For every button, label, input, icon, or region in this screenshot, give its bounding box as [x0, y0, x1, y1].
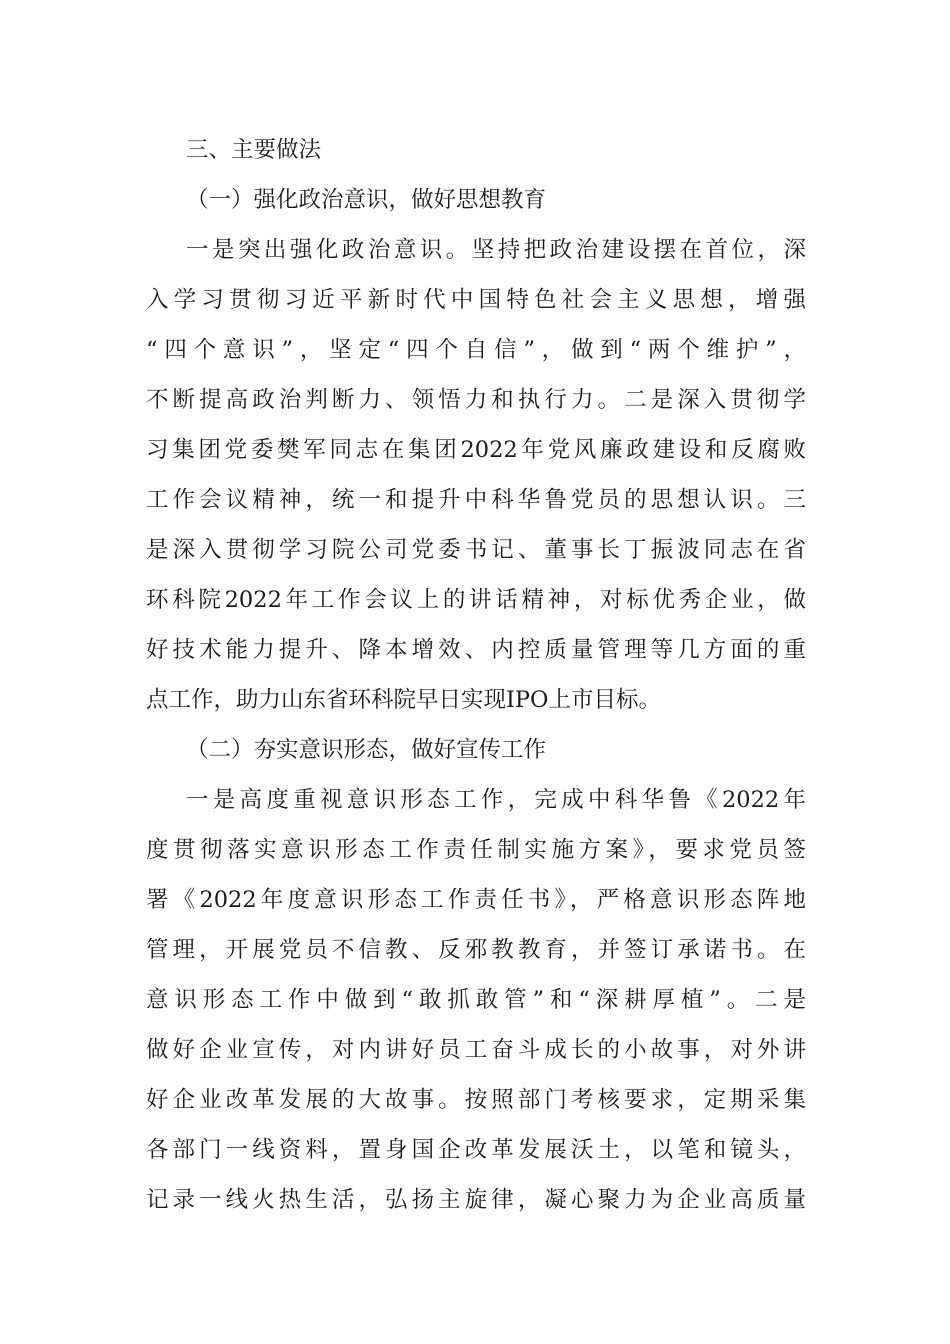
paragraph-line: 好技术能力提升、降本增效、内控质量管理等几方面的重 — [146, 637, 806, 663]
paragraph-line: 工作会议精神，统一和提升中科华鲁党员的思想认识。三 — [146, 487, 806, 513]
paragraph-line: 好企业改革发展的大故事。按照部门考核要求，定期采集 — [146, 1087, 806, 1113]
section-title: 三、主要做法 — [186, 137, 322, 163]
paragraph-line: 一是高度重视意识形态工作，完成中科华鲁《2022年 — [186, 787, 806, 813]
paragraph-line: 署《2022年度意识形态工作责任书》，严格意识形态阵地 — [146, 887, 806, 913]
paragraph-line: 度贯彻落实意识形态工作责任制实施方案》，要求党员签 — [146, 837, 806, 863]
paragraph-line: 点工作，助力山东省环科院早日实现IPO上市目标。 — [146, 687, 661, 713]
paragraph-line: 环科院2022年工作会议上的讲话精神，对标优秀企业，做 — [146, 587, 806, 613]
paragraph-line: 记录一线火热生活，弘扬主旋律，凝心聚力为企业高质量 — [146, 1187, 806, 1213]
paragraph-line: 做好企业宣传，对内讲好员工奋斗成长的小故事，对外讲 — [146, 1037, 806, 1063]
subsection-title-2: （二）夯实意识形态，做好宣传工作 — [186, 737, 547, 763]
paragraph-line: 习集团党委樊军同志在集团2022年党风廉政建设和反腐败 — [146, 437, 806, 463]
paragraph-line: “四个意识”，坚定“四个自信”，做到“两个维护”， — [146, 337, 806, 363]
paragraph-line: 各部门一线资料，置身国企改革发展沃土，以笔和镜头， — [146, 1137, 806, 1163]
subsection-title-1: （一）强化政治意识，做好思想教育 — [186, 187, 547, 213]
paragraph-line: 不断提高政治判断力、领悟力和执行力。二是深入贯彻学 — [146, 387, 806, 413]
paragraph-line: 意识形态工作中做到“敢抓敢管”和“深耕厚植”。二是 — [146, 987, 806, 1013]
paragraph-line: 一是突出强化政治意识。坚持把政治建设摆在首位，深 — [186, 237, 806, 263]
paragraph-line: 入学习贯彻习近平新时代中国特色社会主义思想，增强 — [146, 287, 806, 313]
paragraph-line: 管理，开展党员不信教、反邪教教育，并签订承诺书。在 — [146, 937, 806, 963]
paragraph-line: 是深入贯彻学习院公司党委书记、董事长丁振波同志在省 — [146, 537, 806, 563]
